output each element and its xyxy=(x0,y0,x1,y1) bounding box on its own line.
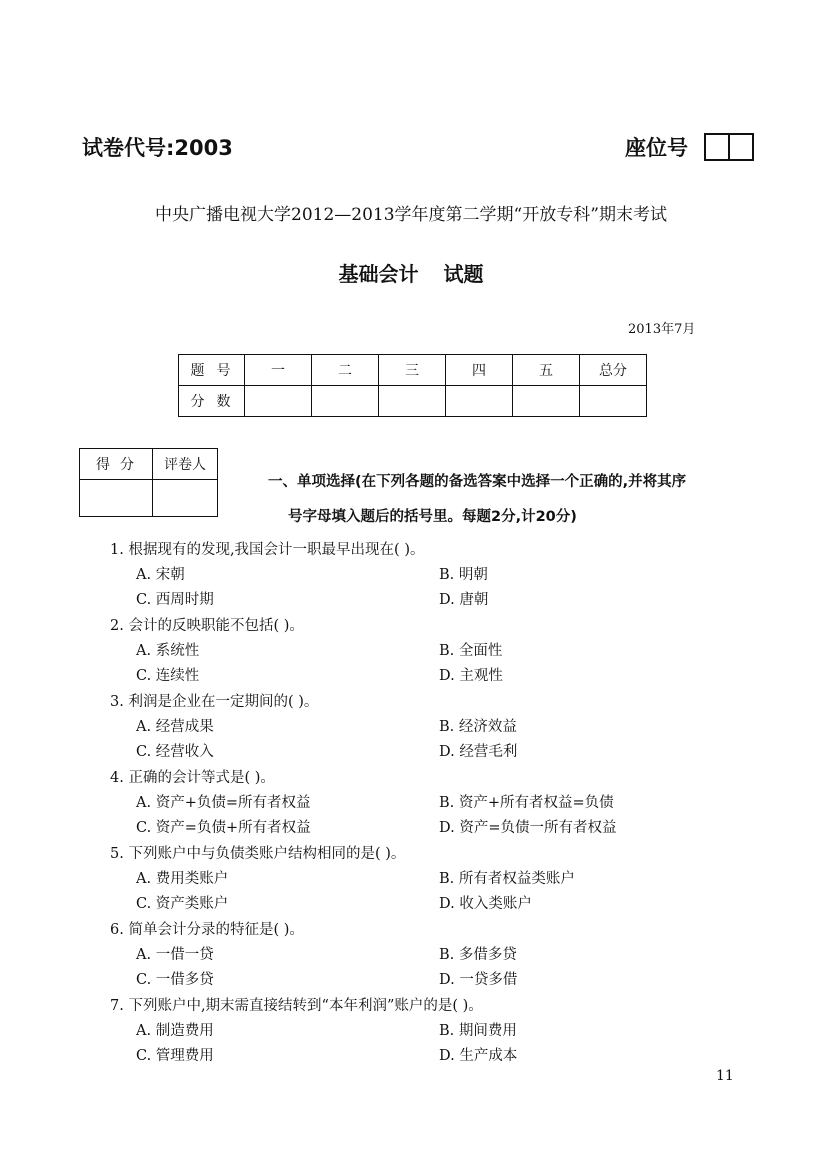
exam-code: 试卷代号:2003 xyxy=(82,136,233,160)
score-cell xyxy=(580,386,647,417)
score-table xyxy=(178,354,647,417)
column-header: 一 xyxy=(245,355,312,386)
column-header: 五 xyxy=(513,355,580,386)
grader-score-cell xyxy=(80,480,153,517)
option-d: D. 收入类账户 xyxy=(439,896,532,912)
option-b: B. 多借多贷 xyxy=(439,947,517,963)
option-d: D. 唐朝 xyxy=(439,592,489,608)
score-cell xyxy=(245,386,312,417)
grader-score-label: 得分 xyxy=(80,449,153,480)
option-a: A. 一借一贷 xyxy=(136,947,214,963)
exam-title: 中央广播电视大学2012—2013学年度第二学期“开放专科”期末考试 xyxy=(155,205,667,225)
option-a: A. 经营成果 xyxy=(136,719,214,735)
question-stem: 1. 根据现有的发现,我国会计一职最早出现在( )。 xyxy=(110,542,425,558)
score-cell xyxy=(446,386,513,417)
exam-date: 2013年7月 xyxy=(628,322,696,337)
option-b: B. 所有者权益类账户 xyxy=(439,871,575,887)
question-stem: 7. 下列账户中,期末需直接结转到“本年利润”账户的是( )。 xyxy=(110,998,483,1014)
question-stem: 4. 正确的会计等式是( )。 xyxy=(110,770,275,786)
score-cell xyxy=(312,386,379,417)
option-d: D. 主观性 xyxy=(439,668,503,684)
score-table-score-row xyxy=(179,386,647,417)
grader-table xyxy=(79,448,218,517)
option-c: C. 管理费用 xyxy=(136,1048,214,1064)
score-cell xyxy=(379,386,446,417)
option-b: B. 资产+所有者权益=负债 xyxy=(439,795,614,811)
score-cell xyxy=(513,386,580,417)
column-header: 总分 xyxy=(580,355,647,386)
subject-title: 基础会计 试题 xyxy=(338,262,484,286)
option-c: C. 西周时期 xyxy=(136,592,214,608)
option-a: A. 费用类账户 xyxy=(136,871,229,887)
question-stem: 5. 下列账户中与负债类账户结构相同的是( )。 xyxy=(110,846,406,862)
column-header: 四 xyxy=(446,355,513,386)
option-c: C. 资产=负债+所有者权益 xyxy=(136,820,311,836)
option-c: C. 一借多贷 xyxy=(136,972,214,988)
grader-label: 评卷人 xyxy=(153,449,218,480)
seat-box xyxy=(704,133,730,161)
option-b: B. 全面性 xyxy=(439,643,503,659)
section-instructions: 一、单项选择(在下列各题的备选答案中选择一个正确的,并将其序 xyxy=(268,474,687,490)
option-b: B. 明朝 xyxy=(439,567,488,583)
option-a: A. 资产+负债=所有者权益 xyxy=(136,795,311,811)
option-b: B. 期间费用 xyxy=(439,1023,517,1039)
option-d: D. 生产成本 xyxy=(439,1048,518,1064)
option-c: C. 经营收入 xyxy=(136,744,214,760)
question-stem: 2. 会计的反映职能不包括( )。 xyxy=(110,618,304,634)
option-d: D. 经营毛利 xyxy=(439,744,518,760)
question-number-label: 题号 xyxy=(179,355,245,386)
column-header: 二 xyxy=(312,355,379,386)
option-a: A. 制造费用 xyxy=(136,1023,214,1039)
option-d: D. 资产=负债一所有者权益 xyxy=(439,820,617,836)
score-label: 分数 xyxy=(179,386,245,417)
option-d: D. 一贷多借 xyxy=(439,972,518,988)
question-stem: 6. 简单会计分录的特征是( )。 xyxy=(110,922,304,938)
question-stem: 3. 利润是企业在一定期间的( )。 xyxy=(110,694,319,710)
section-instructions-continued: 号字母填入题后的括号里。每题2分,计20分) xyxy=(288,509,577,525)
seat-box xyxy=(730,133,754,161)
seat-number-label: 座位号 xyxy=(625,136,688,160)
column-header: 三 xyxy=(379,355,446,386)
option-c: C. 连续性 xyxy=(136,668,200,684)
seat-number-boxes xyxy=(704,133,754,161)
option-c: C. 资产类账户 xyxy=(136,896,229,912)
option-a: A. 系统性 xyxy=(136,643,200,659)
grader-name-cell xyxy=(153,480,218,517)
page-number: 11 xyxy=(716,1068,734,1084)
score-table-header-row xyxy=(179,355,647,386)
option-a: A. 宋朝 xyxy=(136,567,185,583)
option-b: B. 经济效益 xyxy=(439,719,517,735)
